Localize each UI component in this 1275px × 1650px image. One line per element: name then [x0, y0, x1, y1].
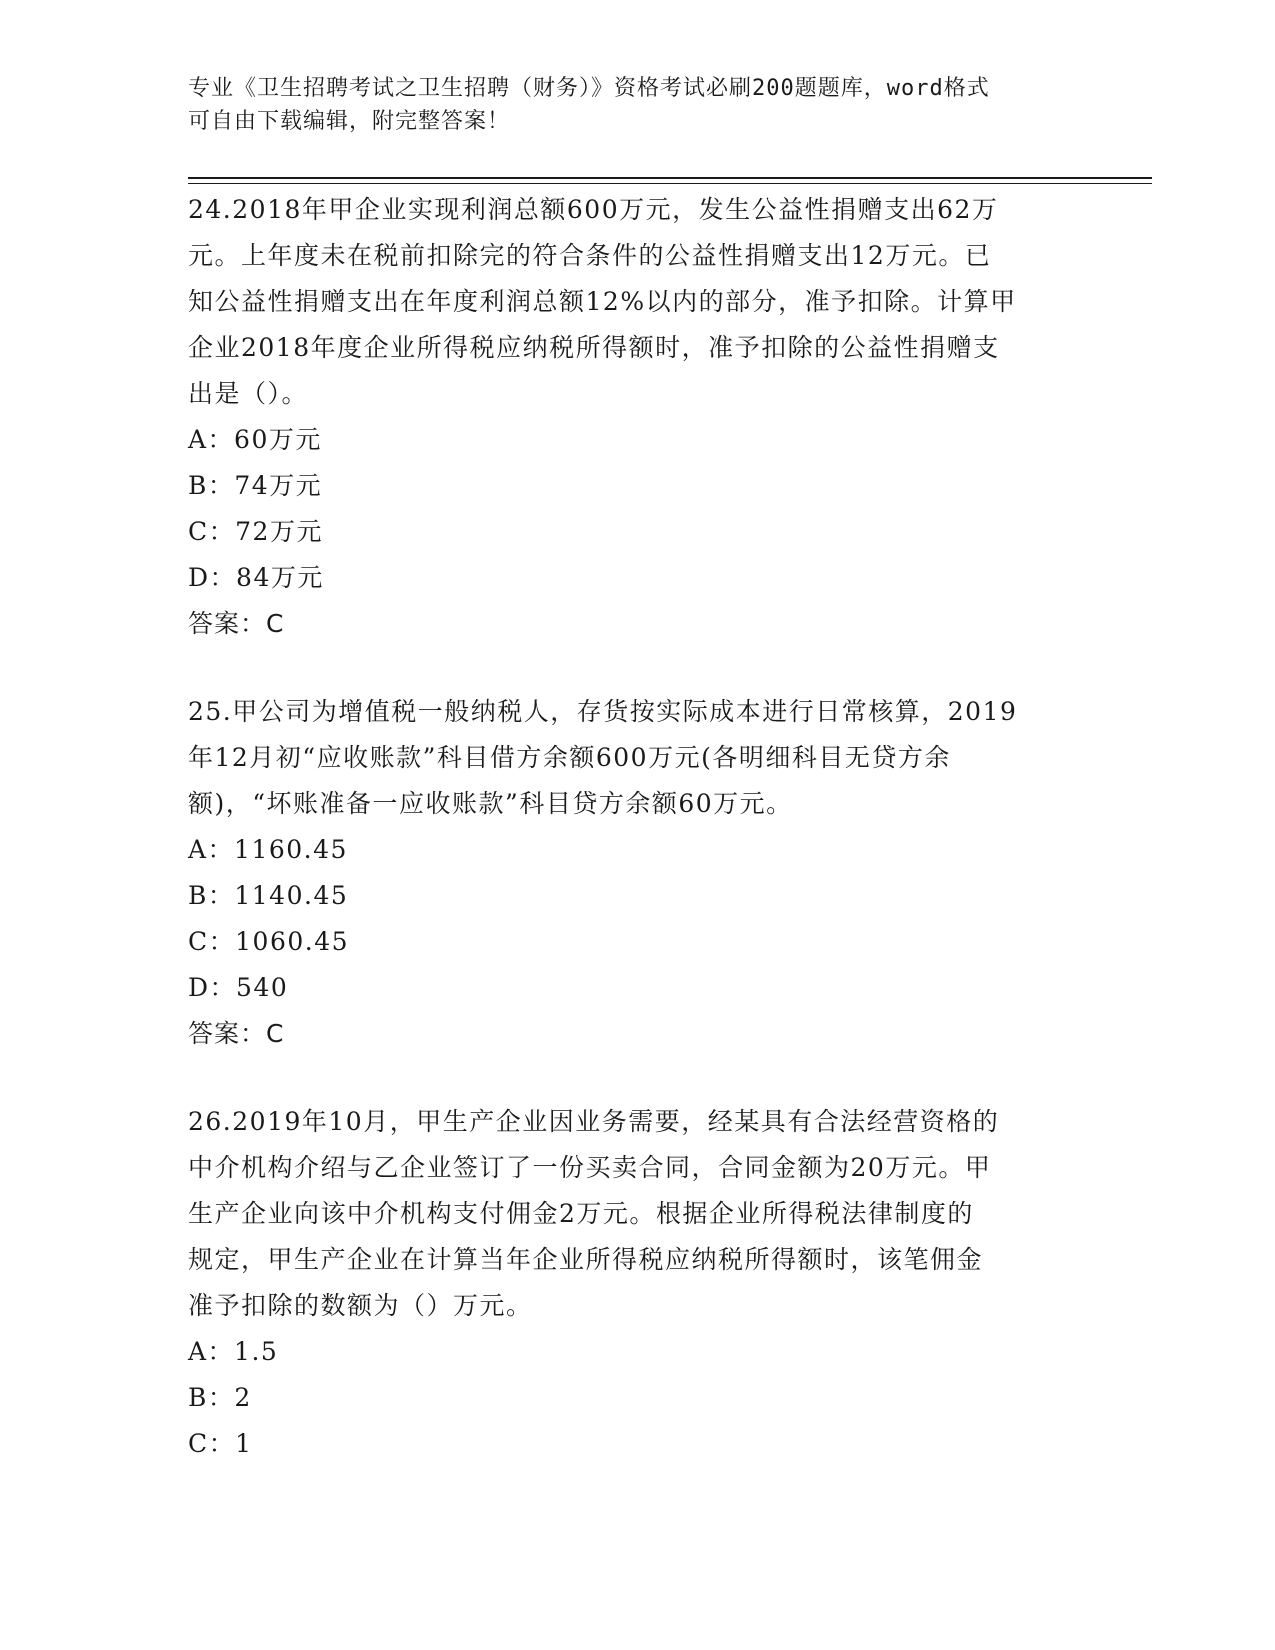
header-divider-thick — [188, 177, 1152, 179]
question-stem-line: 元。上年度未在税前扣除完的符合条件的公益性捐赠支出12万元。已 — [188, 241, 992, 270]
question-stem-line: 准予扣除的数额为（）万元。 — [188, 1291, 533, 1320]
question-stem-line: 25.甲公司为增值税一般纳税人，存货按实际成本进行日常核算，2019 — [188, 697, 1018, 726]
option-a: A：60万元 — [188, 425, 322, 454]
question-stem-line: 企业2018年度企业所得税应纳税所得额时，准予扣除的公益性捐赠支 — [188, 333, 1000, 362]
header-line: 专业《卫生招聘考试之卫生招聘（财务）》资格考试必刷200题题库，word格式 — [188, 76, 990, 101]
question-stem-line: 规定，甲生产企业在计算当年企业所得税应纳税所得额时，该笔佣金 — [188, 1245, 984, 1274]
option-b: B：1140.45 — [188, 881, 349, 910]
header-divider-thin — [188, 183, 1152, 184]
answer: 答案：C — [188, 609, 285, 638]
option-b: B：2 — [188, 1383, 252, 1412]
option-d: D：540 — [188, 973, 289, 1002]
question-25 — [188, 689, 1088, 1057]
question-stem-line: 年12月初“应收账款”科目借方余额600万元(各明细科目无贷方余 — [188, 743, 951, 772]
option-c: C：72万元 — [188, 517, 323, 546]
question-stem-line: 26.2019年10月，甲生产企业因业务需要，经某具有合法经营资格的 — [188, 1107, 1000, 1136]
option-a: A：1160.45 — [188, 835, 348, 864]
question-stem-line: 出是（）。 — [188, 379, 309, 408]
question-stem-line: 额)，“坏账准备一应收账款”科目贷方余额60万元。 — [188, 789, 793, 818]
question-24 — [188, 187, 1088, 647]
header-line: 可自由下载编辑，附完整答案！ — [188, 109, 511, 134]
question-stem-line: 24.2018年甲企业实现利润总额600万元，发生公益性捐赠支出62万 — [188, 195, 999, 224]
question-list — [188, 187, 1088, 1509]
answer: 答案：C — [188, 1019, 285, 1048]
option-c: C：1060.45 — [188, 927, 350, 956]
question-stem-line: 中介机构介绍与乙企业签订了一份买卖合同，合同金额为20万元。甲 — [188, 1153, 992, 1182]
option-b: B：74万元 — [188, 471, 323, 500]
option-c: C：1 — [188, 1429, 253, 1458]
document-header — [188, 72, 1088, 138]
question-stem-line: 生产企业向该中介机构支付佣金2万元。根据企业所得税法律制度的 — [188, 1199, 974, 1228]
question-stem-line: 知公益性捐赠支出在年度利润总额12%以内的部分，准予扣除。计算甲 — [188, 287, 1017, 316]
question-26 — [188, 1099, 1088, 1467]
option-a: A：1.5 — [188, 1337, 279, 1366]
option-d: D：84万元 — [188, 563, 324, 592]
